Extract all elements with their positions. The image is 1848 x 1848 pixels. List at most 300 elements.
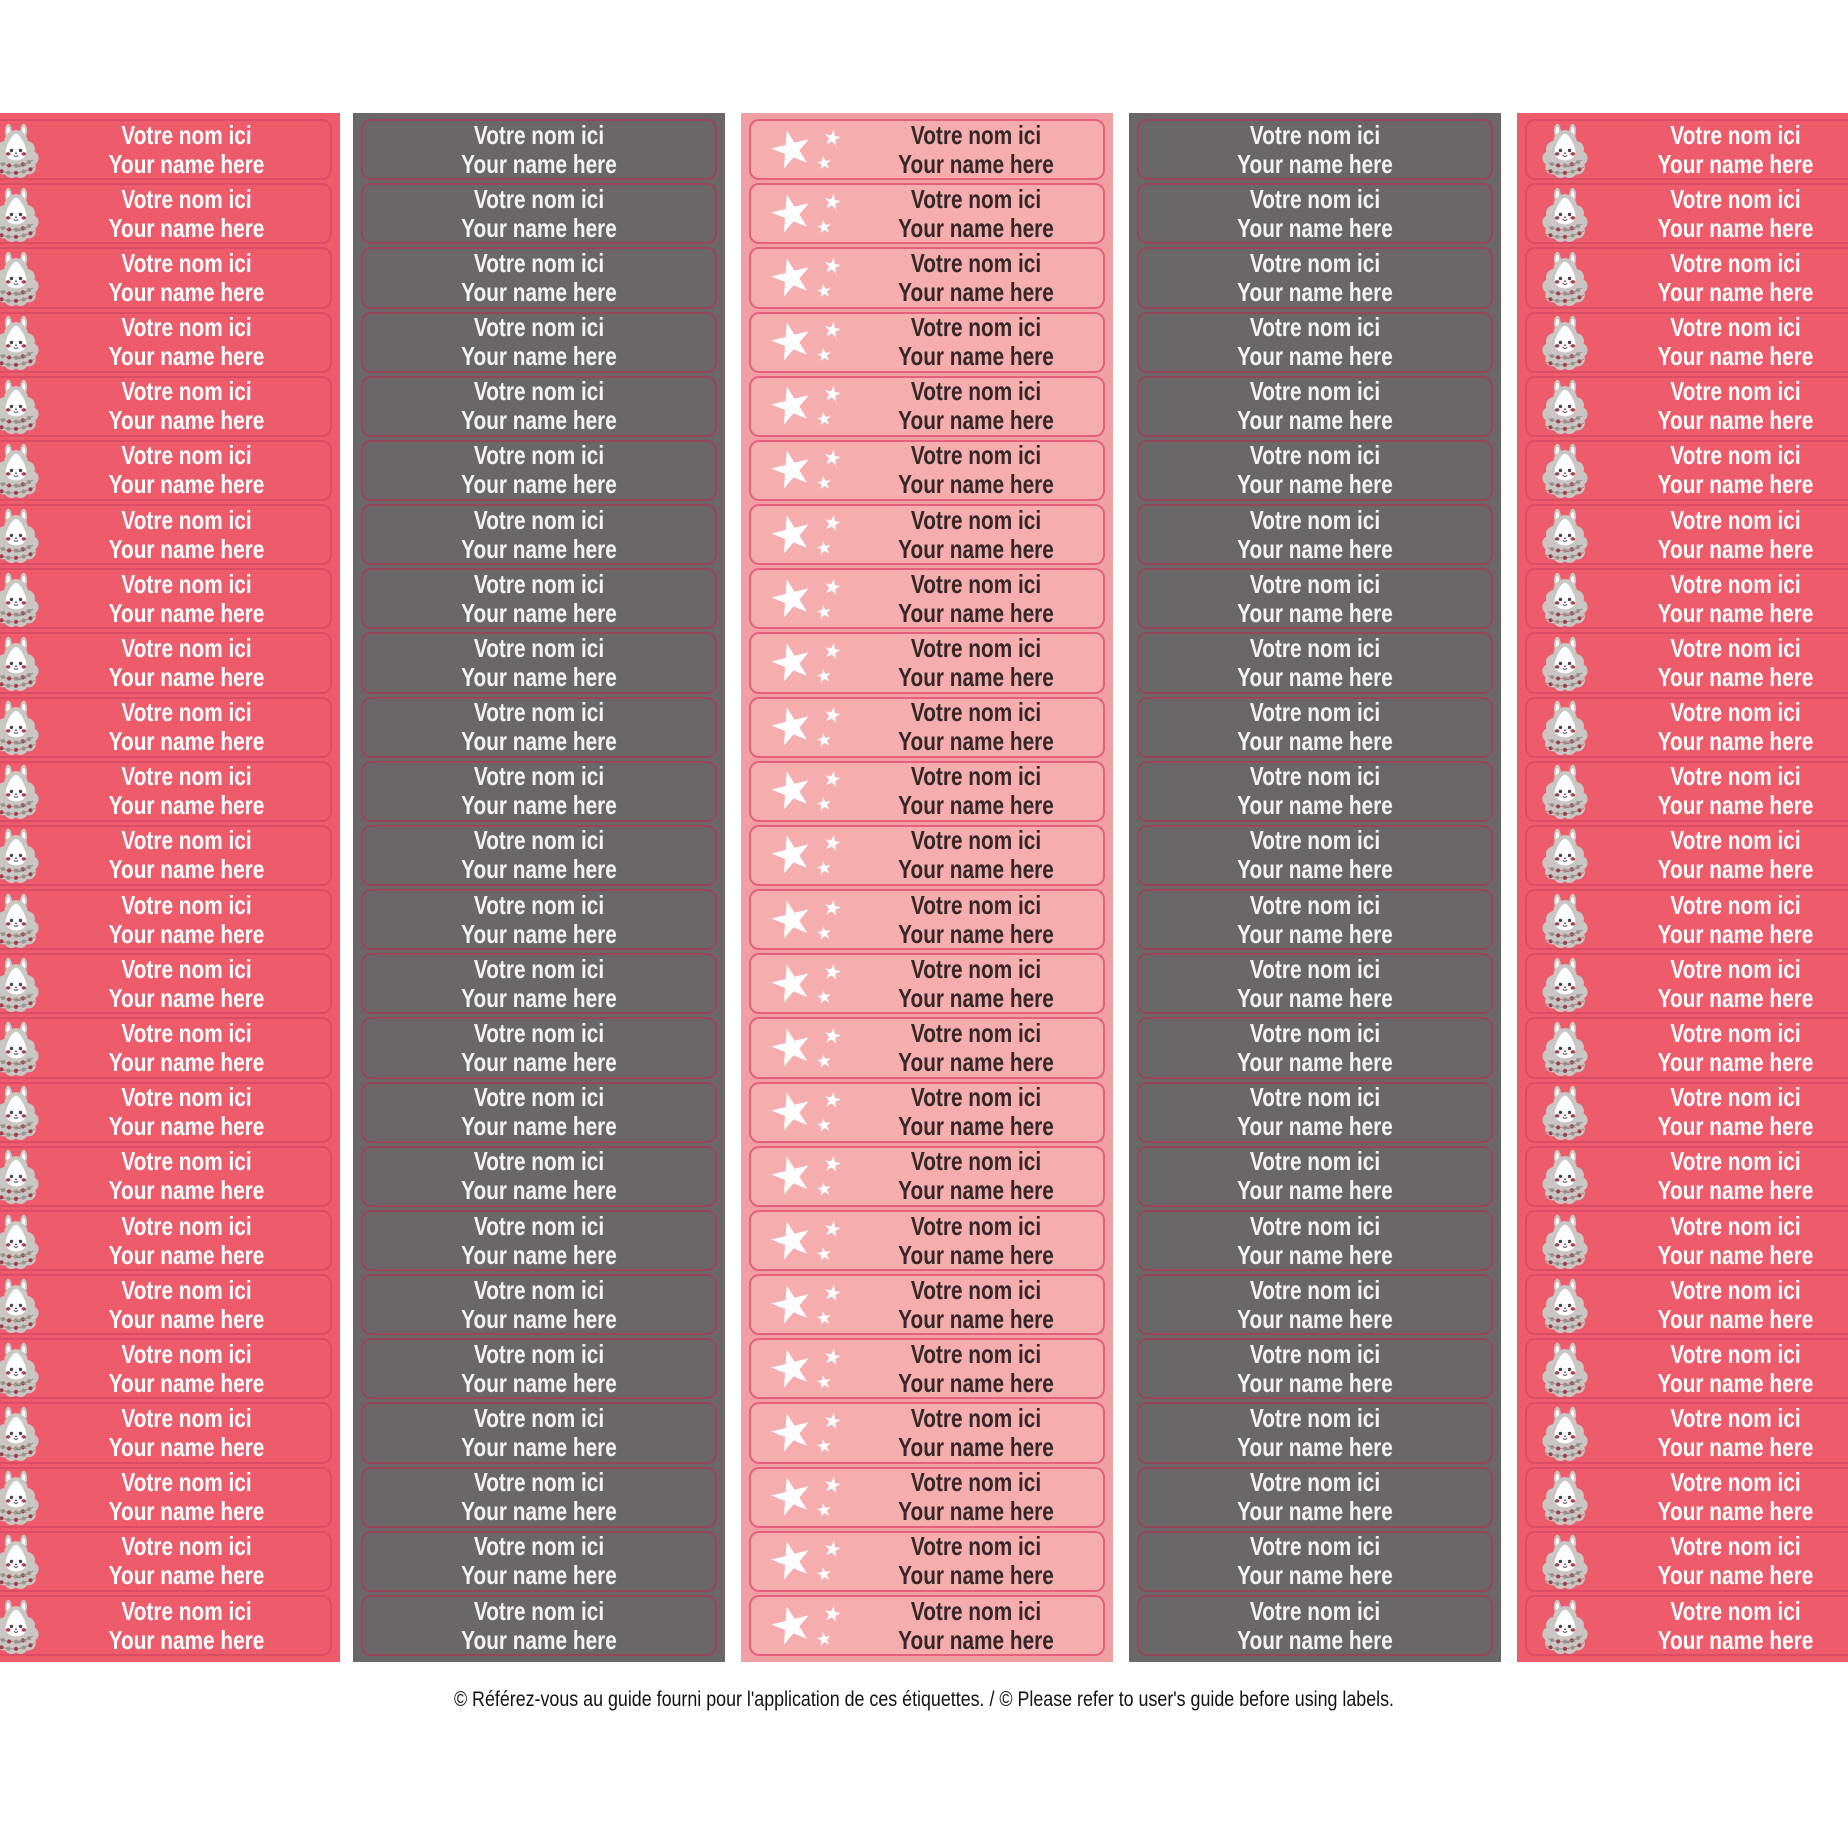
llama-graphic bbox=[0, 699, 42, 755]
small-star-icon: ★ bbox=[821, 1601, 844, 1627]
small-star-icon: ★ bbox=[821, 317, 844, 344]
stars-icon bbox=[762, 180, 849, 246]
llama-graphic bbox=[0, 378, 42, 434]
label-line-en: Your name here bbox=[1657, 533, 1814, 564]
label-line-fr: Votre nom ici bbox=[121, 825, 252, 856]
label-line-en: Your name here bbox=[1237, 405, 1393, 436]
label-text bbox=[1621, 1468, 1848, 1526]
name-label bbox=[0, 1210, 332, 1271]
llama-graphic bbox=[1539, 378, 1591, 434]
llama-icon bbox=[0, 699, 43, 755]
stars-icon bbox=[762, 821, 849, 888]
label-line-en: Your name here bbox=[461, 276, 617, 307]
name-label bbox=[1525, 568, 1848, 629]
label-line-en: Your name here bbox=[108, 1111, 265, 1142]
name-label bbox=[1137, 1402, 1493, 1463]
label-line-fr: Votre nom ici bbox=[1249, 312, 1381, 343]
label-line-en: Your name here bbox=[1237, 276, 1393, 307]
name-label bbox=[749, 308, 1105, 374]
label-line-en: Your name here bbox=[1657, 1367, 1814, 1398]
llama-icon bbox=[0, 1084, 43, 1140]
label-line-en: Your name here bbox=[108, 661, 265, 692]
label-line-fr: Votre nom ici bbox=[473, 825, 605, 856]
label-line-en: Your name here bbox=[1657, 212, 1814, 243]
llama-graphic bbox=[0, 635, 42, 691]
llama-icon bbox=[0, 892, 43, 948]
label-line-en: Your name here bbox=[1237, 1560, 1393, 1591]
label-line-en: Your name here bbox=[1657, 1624, 1814, 1655]
label-line-en: Your name here bbox=[108, 1560, 265, 1591]
label-line-fr: Votre nom ici bbox=[910, 1531, 1042, 1562]
llama-graphic bbox=[0, 1084, 42, 1140]
llama-graphic bbox=[0, 1533, 42, 1589]
label-line-fr: Votre nom ici bbox=[1249, 697, 1381, 728]
label-line-en: Your name here bbox=[461, 1303, 617, 1334]
name-label bbox=[361, 1595, 717, 1656]
llama-icon bbox=[0, 442, 43, 498]
usage-note-row bbox=[0, 1688, 1848, 1712]
label-line-en: Your name here bbox=[1657, 1303, 1814, 1334]
label-line-fr: Votre nom ici bbox=[1670, 1018, 1801, 1048]
llama-icon bbox=[0, 507, 43, 563]
label-line-en: Your name here bbox=[898, 148, 1054, 179]
small-star-icon: ★ bbox=[821, 1151, 844, 1178]
label-line-en: Your name here bbox=[1657, 661, 1814, 692]
label-line-en: Your name here bbox=[108, 790, 265, 821]
label-text bbox=[1621, 1532, 1848, 1590]
label-line-en: Your name here bbox=[1237, 148, 1393, 179]
label-line-fr: Votre nom ici bbox=[1249, 761, 1381, 792]
small-star-icon: ★ bbox=[814, 793, 834, 816]
label-text bbox=[398, 955, 680, 1013]
name-label bbox=[1525, 1082, 1848, 1143]
stars-icon bbox=[762, 1335, 849, 1401]
label-line-fr: Votre nom ici bbox=[910, 825, 1042, 856]
llama-icon bbox=[0, 827, 43, 883]
label-line-fr: Votre nom ici bbox=[1670, 1403, 1801, 1434]
name-label bbox=[1137, 1595, 1493, 1656]
label-line-fr: Votre nom ici bbox=[473, 1467, 605, 1498]
name-label bbox=[1525, 119, 1848, 180]
small-star-icon: ★ bbox=[821, 381, 844, 408]
label-text bbox=[72, 698, 302, 756]
label-text bbox=[398, 1340, 680, 1398]
stars-icon bbox=[762, 1271, 849, 1337]
label-text bbox=[1621, 313, 1848, 371]
label-line-fr: Votre nom ici bbox=[910, 376, 1042, 407]
label-line-fr: Votre nom ici bbox=[121, 312, 252, 343]
small-star-icon: ★ bbox=[821, 574, 844, 601]
label-line-fr: Votre nom ici bbox=[1670, 825, 1801, 856]
label-text bbox=[398, 1404, 680, 1462]
llama-graphic bbox=[1539, 1533, 1591, 1589]
label-line-fr: Votre nom ici bbox=[910, 889, 1042, 920]
label-text bbox=[72, 121, 302, 179]
label-line-fr: Votre nom ici bbox=[121, 440, 252, 471]
label-line-en: Your name here bbox=[1657, 1432, 1814, 1463]
label-text bbox=[72, 826, 302, 884]
label-line-fr: Votre nom ici bbox=[121, 1274, 252, 1305]
llama-icon bbox=[1538, 763, 1592, 819]
label-line-en: Your name here bbox=[1237, 661, 1393, 692]
label-line-en: Your name here bbox=[1657, 341, 1814, 372]
name-label bbox=[1525, 953, 1848, 1014]
name-label bbox=[1525, 312, 1848, 373]
label-text bbox=[72, 891, 302, 949]
label-line-en: Your name here bbox=[1657, 405, 1814, 436]
name-label bbox=[1137, 761, 1493, 822]
label-line-fr: Votre nom ici bbox=[910, 247, 1042, 278]
label-line-fr: Votre nom ici bbox=[473, 247, 605, 278]
llama-graphic bbox=[1539, 1020, 1591, 1076]
label-line-fr: Votre nom ici bbox=[910, 1210, 1042, 1241]
label-text bbox=[874, 762, 1077, 820]
stars-icon bbox=[762, 1527, 849, 1593]
stars-icon bbox=[762, 308, 849, 374]
llama-icon bbox=[1538, 956, 1592, 1012]
llama-icon bbox=[0, 1533, 43, 1589]
label-text bbox=[874, 377, 1077, 435]
label-line-en: Your name here bbox=[1237, 790, 1393, 821]
name-label bbox=[1137, 1082, 1493, 1143]
label-text bbox=[398, 249, 680, 307]
label-text bbox=[398, 313, 680, 371]
label-text bbox=[1621, 377, 1848, 435]
name-label bbox=[1137, 119, 1493, 180]
label-line-en: Your name here bbox=[461, 341, 617, 372]
label-line-en: Your name here bbox=[1237, 982, 1393, 1013]
name-label bbox=[1137, 1146, 1493, 1207]
label-text bbox=[72, 1532, 302, 1590]
stars-icon bbox=[762, 629, 849, 695]
llama-icon bbox=[0, 1598, 43, 1654]
label-text bbox=[1174, 441, 1456, 499]
label-text bbox=[398, 1019, 680, 1077]
label-line-fr: Votre nom ici bbox=[121, 504, 252, 535]
name-label bbox=[0, 761, 332, 822]
label-line-fr: Votre nom ici bbox=[1670, 953, 1801, 984]
big-star-icon: ★ bbox=[762, 1527, 820, 1593]
llama-icon bbox=[0, 1277, 43, 1333]
llama-graphic bbox=[1539, 699, 1591, 755]
llama-graphic bbox=[1539, 507, 1591, 563]
label-text bbox=[398, 1212, 680, 1270]
llama-graphic bbox=[1539, 1148, 1591, 1204]
name-label bbox=[1137, 1274, 1493, 1335]
small-star-icon: ★ bbox=[814, 1434, 834, 1458]
label-line-fr: Votre nom ici bbox=[1670, 1146, 1801, 1177]
name-label bbox=[749, 115, 1105, 182]
llama-icon bbox=[0, 956, 43, 1012]
label-line-en: Your name here bbox=[1657, 854, 1814, 885]
llama-graphic bbox=[0, 1148, 42, 1204]
name-label bbox=[749, 1014, 1105, 1080]
label-line-en: Your name here bbox=[898, 726, 1054, 757]
label-text bbox=[874, 891, 1077, 949]
label-text bbox=[1174, 1404, 1456, 1462]
llama-icon bbox=[1538, 1405, 1592, 1461]
label-text bbox=[1621, 955, 1848, 1013]
label-text bbox=[874, 698, 1077, 756]
label-line-en: Your name here bbox=[898, 1367, 1054, 1398]
column-3-pink-stars bbox=[741, 113, 1113, 1662]
label-line-fr: Votre nom ici bbox=[121, 183, 252, 214]
label-text bbox=[72, 441, 302, 499]
label-line-en: Your name here bbox=[461, 1111, 617, 1142]
label-text bbox=[72, 506, 302, 564]
big-star-icon: ★ bbox=[762, 821, 820, 888]
name-label bbox=[0, 632, 332, 693]
small-star-icon: ★ bbox=[821, 766, 844, 793]
llama-icon bbox=[1538, 378, 1592, 434]
label-line-fr: Votre nom ici bbox=[910, 119, 1042, 150]
label-text bbox=[72, 1340, 302, 1398]
label-line-en: Your name here bbox=[461, 790, 617, 821]
label-text bbox=[398, 1083, 680, 1141]
label-text bbox=[1174, 249, 1456, 307]
llama-icon bbox=[0, 1148, 43, 1204]
llama-icon bbox=[1538, 1533, 1592, 1589]
label-line-fr: Votre nom ici bbox=[473, 761, 605, 792]
name-label bbox=[361, 1467, 717, 1528]
name-label bbox=[0, 1017, 332, 1078]
stars-icon bbox=[762, 436, 849, 503]
small-star-icon: ★ bbox=[821, 1280, 844, 1307]
big-star-icon: ★ bbox=[762, 436, 820, 503]
label-line-fr: Votre nom ici bbox=[473, 697, 605, 728]
label-line-fr: Votre nom ici bbox=[473, 1274, 605, 1305]
label-line-fr: Votre nom ici bbox=[1249, 1531, 1381, 1562]
stars-icon bbox=[762, 1463, 849, 1529]
small-star-icon: ★ bbox=[814, 985, 834, 1008]
llama-graphic bbox=[0, 250, 42, 306]
label-line-fr: Votre nom ici bbox=[1670, 697, 1801, 728]
label-line-fr: Votre nom ici bbox=[473, 1082, 605, 1113]
name-label bbox=[0, 1338, 332, 1399]
name-label bbox=[1525, 1338, 1848, 1399]
label-line-en: Your name here bbox=[461, 1432, 617, 1463]
name-label bbox=[0, 183, 332, 244]
label-line-fr: Votre nom ici bbox=[121, 697, 252, 728]
label-line-en: Your name here bbox=[898, 341, 1054, 372]
llama-graphic bbox=[1539, 122, 1591, 178]
llama-graphic bbox=[0, 763, 42, 819]
small-star-icon: ★ bbox=[814, 921, 834, 944]
label-line-en: Your name here bbox=[898, 533, 1054, 564]
label-line-fr: Votre nom ici bbox=[910, 761, 1042, 792]
label-text bbox=[398, 121, 680, 179]
label-line-fr: Votre nom ici bbox=[1670, 119, 1801, 150]
label-text bbox=[1174, 1340, 1456, 1398]
big-star-icon: ★ bbox=[762, 1399, 820, 1465]
llama-icon bbox=[0, 1213, 43, 1269]
label-line-fr: Votre nom ici bbox=[1670, 1595, 1801, 1626]
column-4-gray bbox=[1129, 113, 1501, 1662]
name-label bbox=[1525, 1531, 1848, 1592]
llama-icon bbox=[1538, 250, 1592, 306]
name-label bbox=[0, 1146, 332, 1207]
label-line-fr: Votre nom ici bbox=[1249, 1338, 1381, 1369]
label-line-fr: Votre nom ici bbox=[473, 632, 605, 663]
small-star-icon: ★ bbox=[821, 638, 844, 665]
label-line-en: Your name here bbox=[1657, 918, 1814, 949]
llama-graphic bbox=[0, 1341, 42, 1397]
name-label bbox=[749, 886, 1105, 952]
label-line-fr: Votre nom ici bbox=[1249, 632, 1381, 663]
label-line-en: Your name here bbox=[1237, 469, 1393, 500]
name-label bbox=[749, 1206, 1105, 1273]
label-text bbox=[874, 1083, 1077, 1141]
label-line-en: Your name here bbox=[461, 854, 617, 885]
label-line-fr: Votre nom ici bbox=[910, 1467, 1042, 1498]
name-label bbox=[1525, 1017, 1848, 1078]
big-star-icon: ★ bbox=[762, 693, 820, 759]
label-line-en: Your name here bbox=[1237, 1624, 1393, 1655]
llama-icon bbox=[0, 378, 43, 434]
label-line-fr: Votre nom ici bbox=[1670, 889, 1801, 920]
name-label bbox=[749, 180, 1105, 246]
name-label bbox=[749, 244, 1105, 310]
label-line-en: Your name here bbox=[1237, 597, 1393, 628]
small-star-icon: ★ bbox=[814, 857, 834, 880]
label-line-fr: Votre nom ici bbox=[910, 632, 1042, 663]
label-text bbox=[1621, 698, 1848, 756]
column-5-coral-llama bbox=[1517, 113, 1848, 1662]
label-line-fr: Votre nom ici bbox=[473, 889, 605, 920]
label-line-en: Your name here bbox=[108, 918, 265, 949]
label-line-en: Your name here bbox=[1237, 212, 1393, 243]
label-line-en: Your name here bbox=[108, 341, 265, 372]
label-line-en: Your name here bbox=[898, 1432, 1054, 1463]
llama-icon bbox=[1538, 1277, 1592, 1333]
usage-note: © Référez-vous au guide fourni pour l'application de ces étiquettes. / © Please refer to user's guide before using labels. bbox=[453, 1688, 1395, 1711]
label-line-en: Your name here bbox=[1657, 790, 1814, 821]
label-line-en: Your name here bbox=[1657, 1111, 1814, 1142]
label-line-fr: Votre nom ici bbox=[910, 568, 1042, 599]
small-star-icon: ★ bbox=[821, 445, 844, 472]
stars-icon bbox=[762, 1078, 849, 1144]
llama-graphic bbox=[0, 892, 42, 948]
label-text bbox=[1621, 891, 1848, 949]
label-text bbox=[874, 185, 1077, 243]
label-line-fr: Votre nom ici bbox=[1249, 889, 1381, 920]
label-line-en: Your name here bbox=[461, 1624, 617, 1655]
label-text bbox=[1621, 121, 1848, 179]
name-label bbox=[1525, 376, 1848, 437]
label-line-fr: Votre nom ici bbox=[473, 312, 605, 343]
big-star-icon: ★ bbox=[762, 757, 820, 823]
name-label bbox=[0, 568, 332, 629]
stars-icon bbox=[762, 565, 849, 631]
small-star-icon: ★ bbox=[821, 253, 844, 280]
label-line-en: Your name here bbox=[108, 276, 265, 307]
label-line-en: Your name here bbox=[108, 1624, 265, 1655]
label-line-fr: Votre nom ici bbox=[910, 1146, 1042, 1177]
llama-icon bbox=[1538, 1213, 1592, 1269]
label-line-fr: Votre nom ici bbox=[473, 1403, 605, 1434]
column-2-gray bbox=[353, 113, 725, 1662]
llama-icon bbox=[1538, 442, 1592, 498]
name-label bbox=[749, 1335, 1105, 1401]
label-line-en: Your name here bbox=[1237, 341, 1393, 372]
big-star-icon: ★ bbox=[762, 244, 820, 310]
llama-icon bbox=[0, 1405, 43, 1461]
label-line-en: Your name here bbox=[1657, 982, 1814, 1013]
llama-icon bbox=[0, 186, 43, 242]
name-label bbox=[361, 697, 717, 758]
label-line-fr: Votre nom ici bbox=[473, 1018, 605, 1048]
label-line-en: Your name here bbox=[1237, 1175, 1393, 1206]
big-star-icon: ★ bbox=[762, 501, 820, 567]
label-line-fr: Votre nom ici bbox=[1249, 376, 1381, 407]
label-line-en: Your name here bbox=[898, 854, 1054, 885]
label-line-fr: Votre nom ici bbox=[1249, 247, 1381, 278]
label-line-en: Your name here bbox=[461, 1367, 617, 1398]
small-star-icon: ★ bbox=[814, 1563, 834, 1586]
stars-icon bbox=[762, 886, 849, 952]
big-star-icon: ★ bbox=[762, 1142, 820, 1208]
llama-icon bbox=[1538, 1341, 1592, 1397]
name-label bbox=[361, 247, 717, 308]
label-text bbox=[874, 955, 1077, 1013]
label-text bbox=[1174, 891, 1456, 949]
label-line-fr: Votre nom ici bbox=[910, 1338, 1042, 1369]
label-line-en: Your name here bbox=[1657, 148, 1814, 179]
label-text bbox=[1621, 1019, 1848, 1077]
label-line-en: Your name here bbox=[898, 405, 1054, 436]
llama-graphic bbox=[0, 1598, 42, 1654]
label-line-en: Your name here bbox=[1237, 1047, 1393, 1077]
label-text bbox=[1621, 1340, 1848, 1398]
name-label bbox=[1137, 568, 1493, 629]
label-line-en: Your name here bbox=[1237, 1303, 1393, 1334]
label-text bbox=[1174, 1212, 1456, 1270]
label-line-en: Your name here bbox=[898, 1496, 1054, 1527]
name-label bbox=[0, 376, 332, 437]
label-text bbox=[1174, 1147, 1456, 1205]
small-star-icon: ★ bbox=[814, 1370, 834, 1393]
label-line-fr: Votre nom ici bbox=[473, 1210, 605, 1241]
label-line-fr: Votre nom ici bbox=[1249, 568, 1381, 599]
label-text bbox=[1174, 955, 1456, 1013]
name-label bbox=[361, 1274, 717, 1335]
label-line-en: Your name here bbox=[898, 1560, 1054, 1591]
label-line-fr: Votre nom ici bbox=[910, 312, 1042, 343]
name-label bbox=[361, 1082, 717, 1143]
name-label bbox=[361, 568, 717, 629]
llama-graphic bbox=[0, 956, 42, 1012]
label-text bbox=[1621, 1597, 1848, 1655]
label-text bbox=[72, 1276, 302, 1334]
label-line-fr: Votre nom ici bbox=[121, 1146, 252, 1177]
label-text bbox=[72, 1019, 302, 1077]
label-text bbox=[398, 1468, 680, 1526]
name-label bbox=[361, 119, 717, 180]
name-label bbox=[1525, 889, 1848, 950]
llama-icon bbox=[1538, 1148, 1592, 1204]
name-label bbox=[0, 1467, 332, 1528]
label-line-en: Your name here bbox=[461, 1175, 617, 1206]
label-text bbox=[874, 1468, 1077, 1526]
name-label bbox=[1137, 1531, 1493, 1592]
label-line-fr: Votre nom ici bbox=[473, 1531, 605, 1562]
big-star-icon: ★ bbox=[762, 1591, 820, 1658]
label-line-en: Your name here bbox=[461, 469, 617, 500]
name-label bbox=[749, 1591, 1105, 1658]
label-line-fr: Votre nom ici bbox=[121, 568, 252, 599]
label-line-en: Your name here bbox=[461, 982, 617, 1013]
label-line-en: Your name here bbox=[1657, 1239, 1814, 1270]
